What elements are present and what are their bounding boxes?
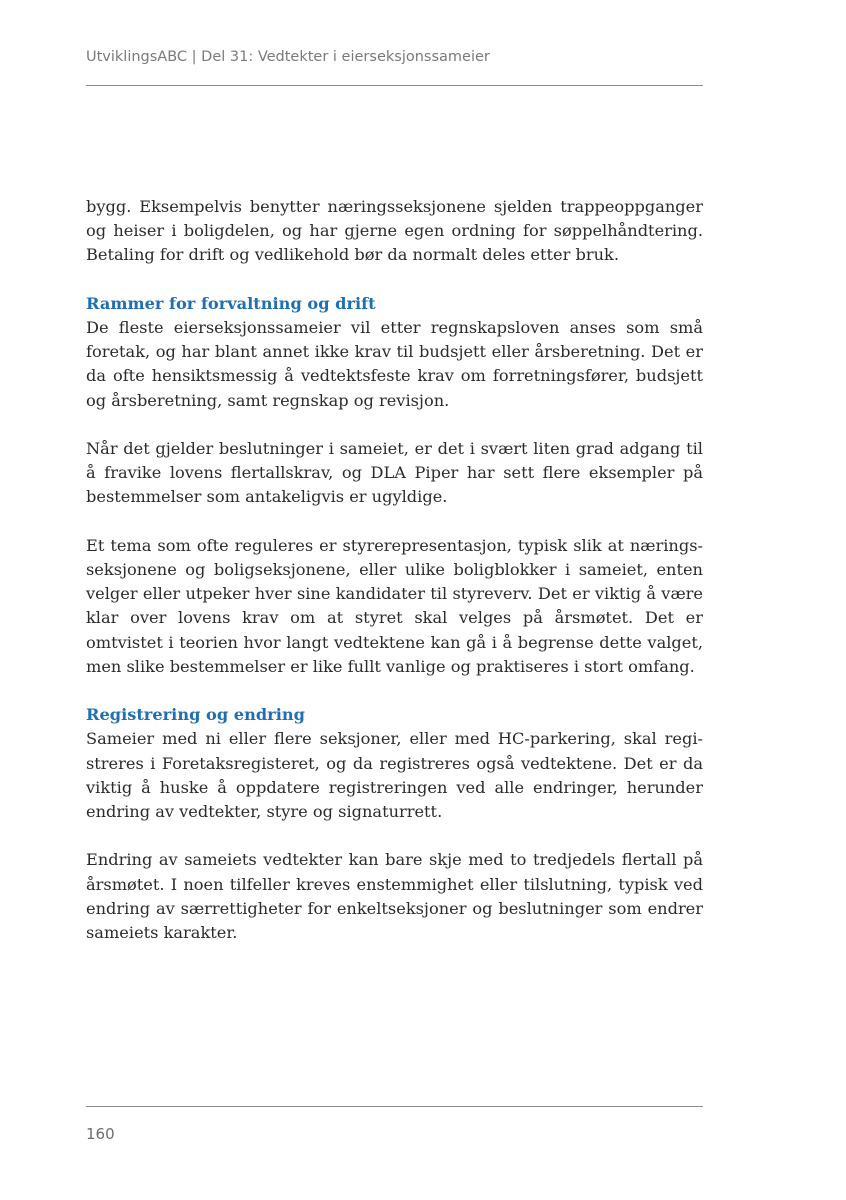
paragraph-gap: [86, 413, 703, 437]
paragraph-gap: [86, 824, 703, 848]
paragraph-beslutninger: Når det gjelder beslutninger i sameiet, er det i svært liten grad adgang til å fravike lovens flertallskrav, og DLA Piper har sett flere eksempler på bestemmelser som antakeligvis er ugyldige.: [86, 439, 703, 507]
paragraph-styrerepresentasjon: Et tema som ofte reguleres er styrerepresentasjon, typisk slik at næringsseksjonene og boligseksjonene, eller ulike boligblokker i sameiet, enten velger eller utpeker hver sine kandidater til styreverv. Det er viktig å være klar over lovens krav om at styret skal velges på årsmøtet. Det er omtvistet i teorien hvor langt vedtektene kan gå i å begrense dette valget, men slike bestemmelser er like fullt vanlige og praktiseres i stort omfang.: [86, 535, 703, 676]
paragraph-gap: [86, 268, 703, 292]
paragraph-registrering: Sameier med ni eller flere seksjoner, eller med HC-parkering, skal registreres i Foretaksregisteret, og da registreres også vedtektene. Det er da viktig å huske å oppdatere registreringen ved alle endringer, herunder endring av vedtekter, styre og signaturrett.: [86, 729, 703, 822]
section-heading-forvaltning: Rammer for forvaltning og drift: [86, 293, 376, 313]
body-text: [86, 195, 703, 945]
header-divider: [86, 85, 703, 86]
paragraph-gap: [86, 679, 703, 703]
running-header: UtviklingsABC | Del 31: Vedtekter i eierseksjonssameier: [86, 49, 490, 65]
paragraph-endring: Endring av sameiets vedtekter kan bare skje med to tredjedels flertall på årsmøtet. I noen tilfeller kreves enstemmighet eller tilslutning, typisk ved endring av særrettigheter for enkeltseksjoner og beslutninger som endrer sameiets karakter.: [86, 850, 703, 943]
paragraph-intro: bygg. Eksempelvis benytter næringsseksjonene sjelden trappeoppganger og heiser i boligdelen, og har gjerne egen ordning for søppelhåndtering. Betaling for drift og vedlikehold bør da normalt deles etter bruk.: [86, 197, 703, 265]
paragraph-forvaltning: De fleste eierseksjonssameier vil etter regnskapsloven anses som små foretak, og har blant annet ikke krav til budsjett eller årsberetning. Det er da ofte hensiktsmessig å vedtektsfeste krav om forretningsfører, budsjett og årsberetning, samt regnskap og revisjon.: [86, 318, 703, 410]
section-heading-registrering: Registrering og endring: [86, 705, 305, 725]
page-number: 160: [86, 1125, 115, 1143]
paragraph-gap: [86, 510, 703, 534]
footer-divider: [86, 1106, 703, 1107]
